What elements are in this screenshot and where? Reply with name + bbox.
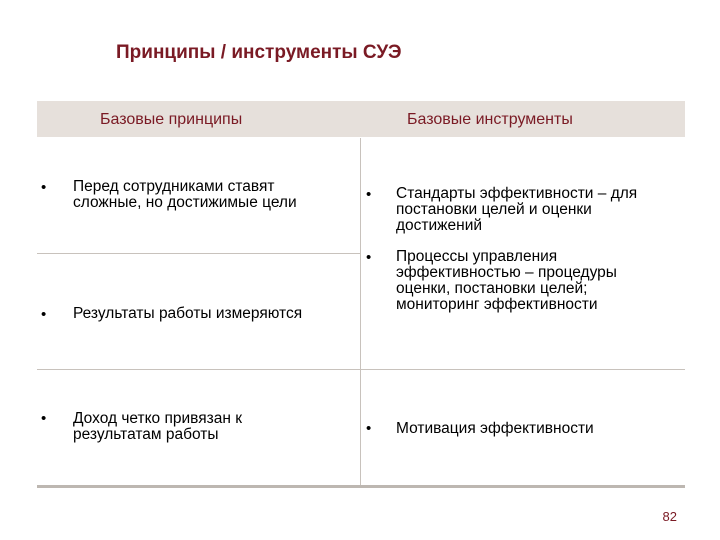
principle-1-line-2: сложные, но достижимые цели — [73, 194, 297, 211]
tool-1-line-1: Стандарты эффективности – для — [396, 185, 638, 202]
tool-1-line-2: постановки целей и оценки — [396, 201, 592, 218]
bullet: • — [41, 410, 47, 427]
principle-1-line-1: Перед сотрудниками ставят — [73, 178, 275, 195]
principle-1 — [73, 179, 297, 211]
header-basic-principles: Базовые принципы — [100, 111, 243, 128]
tool-3 — [396, 421, 594, 437]
principle-3-line-1: Доход четко привязан к — [73, 410, 242, 427]
page-number: 82 — [662, 509, 677, 524]
principle-2 — [73, 306, 302, 322]
tool-1-line-3: достижений — [396, 217, 483, 234]
bullet: • — [366, 420, 372, 437]
tool-2-line-1: Процессы управления — [396, 248, 558, 265]
table-bottom-rule — [37, 485, 685, 488]
tool-2 — [396, 249, 617, 313]
header-basic-tools: Базовые инструменты — [407, 111, 573, 128]
bullet: • — [41, 306, 47, 323]
tool-2-line-4: мониторинг эффективности — [396, 296, 598, 313]
principle-2-line-1: Результаты работы измеряются — [73, 305, 303, 322]
tool-1 — [396, 186, 637, 234]
slide-title: Принципы / инструменты СУЭ — [116, 42, 402, 63]
tool-2-line-3: оценки, постановки целей; — [396, 280, 588, 297]
tool-3-line-1: Мотивация эффективности — [396, 420, 594, 437]
column-divider — [360, 138, 361, 486]
bullet: • — [41, 179, 47, 196]
bullet: • — [366, 186, 372, 203]
principle-3-line-2: результатам работы — [73, 426, 219, 443]
left-row-divider-1 — [37, 253, 360, 254]
bullet: • — [366, 249, 372, 266]
tool-2-line-2: эффективностью – процедуры — [396, 264, 617, 281]
row-divider-2 — [37, 369, 685, 370]
principle-3 — [73, 411, 242, 443]
